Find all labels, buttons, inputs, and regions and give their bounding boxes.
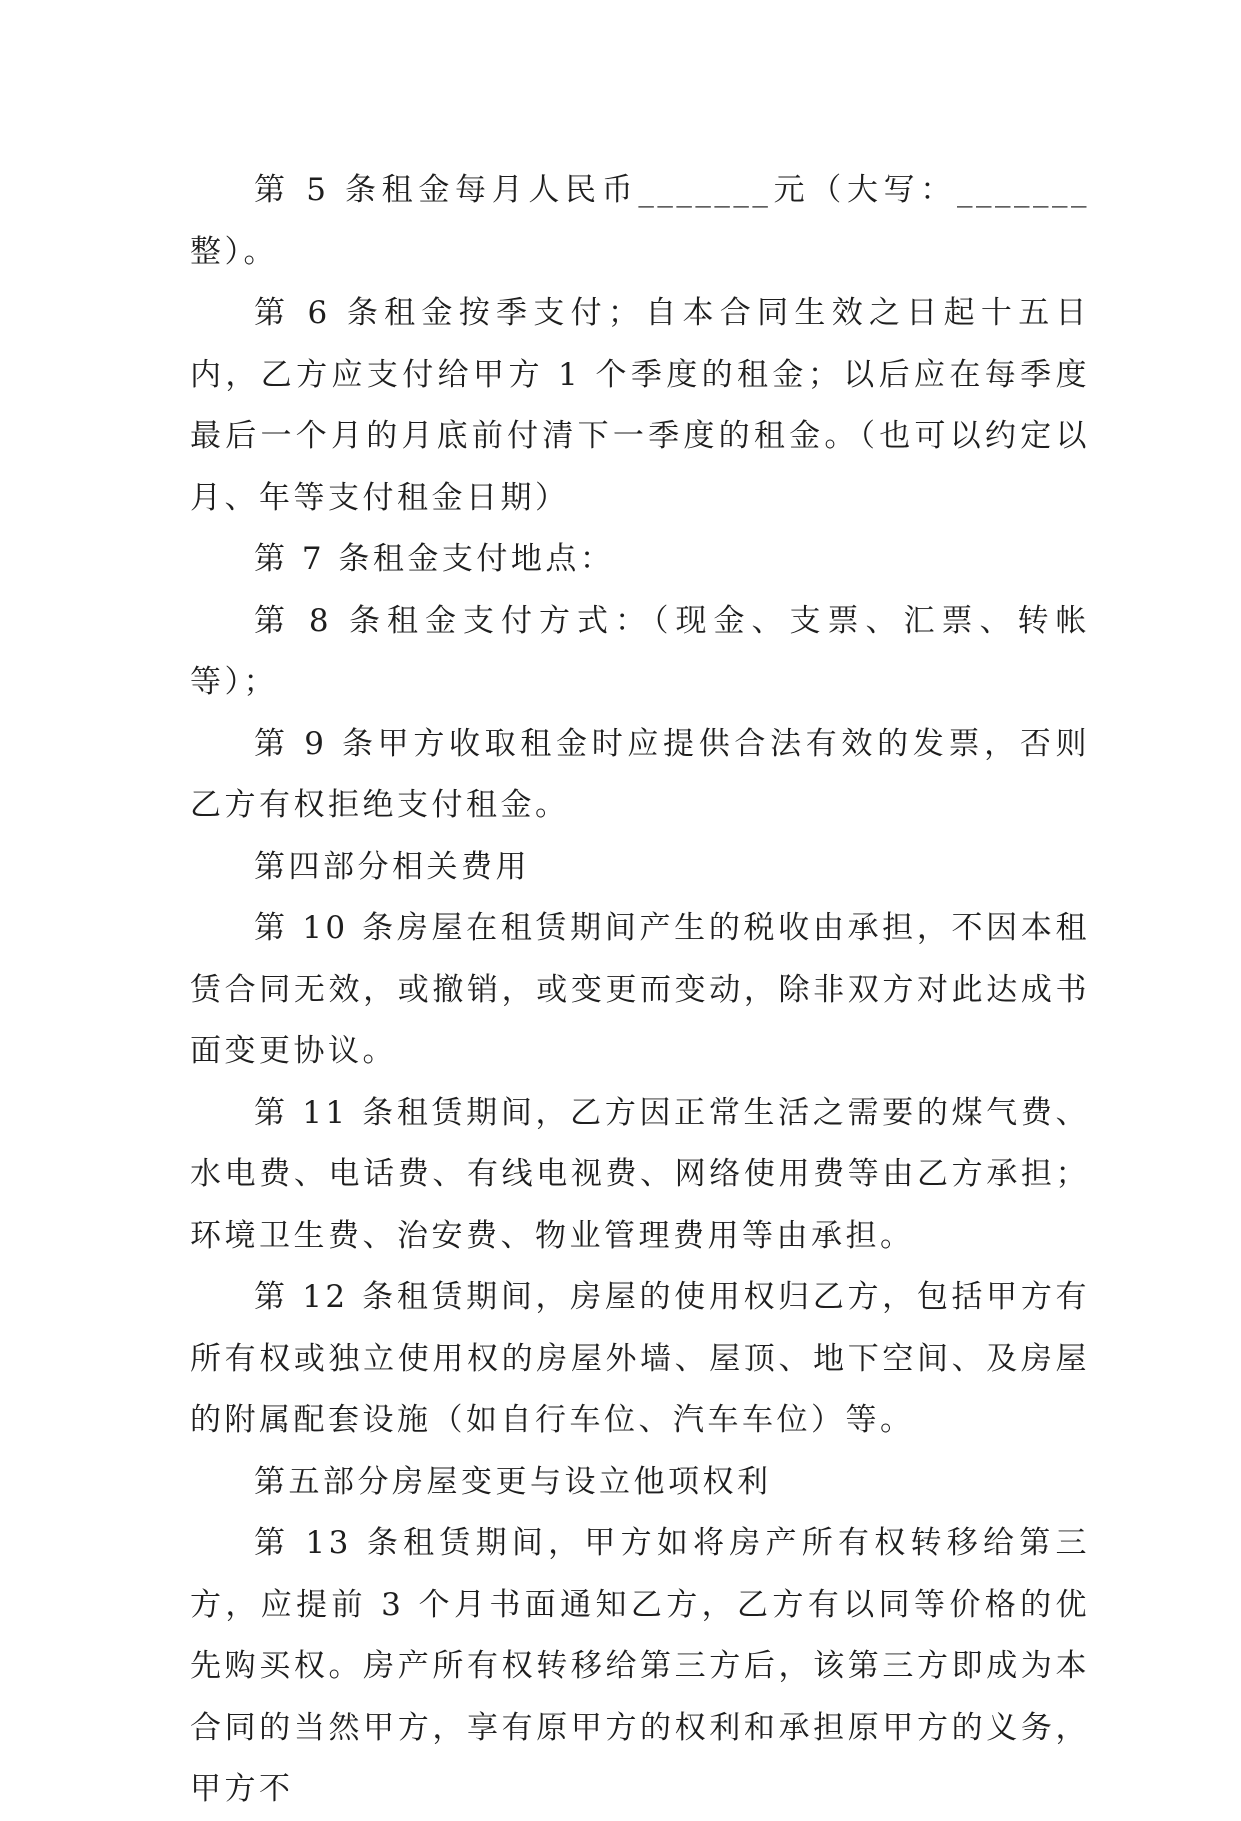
- section-4-heading: 第四部分相关费用: [254, 848, 530, 885]
- section-5-heading: 第五部分房屋变更与设立他项权利: [254, 1463, 772, 1500]
- clause-7-payment-location: 第 7 条租金支付地点：: [254, 541, 615, 577]
- clause-9-invoice: 第 9 条甲方收取租金时应提供合法有效的发票，否则乙方有权拒绝支付租金。: [190, 725, 1090, 823]
- clause-5-rent-amount: 第 5 条租金每月人民币_______元（大写：_______整）。: [190, 172, 1090, 270]
- clause-8-payment-method: 第 8 条租金支付方式：（现金、支票、汇票、转帐等）；: [190, 602, 1090, 700]
- clause-6-payment-schedule: 第 6 条租金按季支付；自本合同生效之日起十五日内，乙方应支付给甲方 1 个季度的租金；以后应在每季度最后一个月的月底前付清下一季度的租金。（也可以约定以月、年等支付租金日期）: [190, 295, 1090, 516]
- document-body: [190, 160, 1090, 1821]
- clause-10-taxes: 第 10 条房屋在租赁期间产生的税收由承担，不因本租赁合同无效，或撤销，或变更而变动，除非双方对此达成书面变更协议。: [190, 910, 1090, 1069]
- clause-11-utilities: 第 11 条租赁期间，乙方因正常生活之需要的煤气费、水电费、电话费、有线电视费、网络使用费等由乙方承担；环境卫生费、治安费、物业管理费用等由承担。: [190, 1094, 1090, 1254]
- clause-12-usage-rights: 第 12 条租赁期间，房屋的使用权归乙方，包括甲方有所有权或独立使用权的房屋外墙、屋顶、地下空间、及房屋的附属配套设施（如自行车位、汽车车位）等。: [190, 1279, 1090, 1438]
- clause-13-ownership-transfer: 第 13 条租赁期间，甲方如将房产所有权转移给第三方，应提前 3 个月书面通知乙方，乙方有以同等价格的优先购买权。房产所有权转移给第三方后，该第三方即成为本合同的当然甲方，享有原甲方的权利和承担原甲方的义务，甲方不: [190, 1525, 1090, 1807]
